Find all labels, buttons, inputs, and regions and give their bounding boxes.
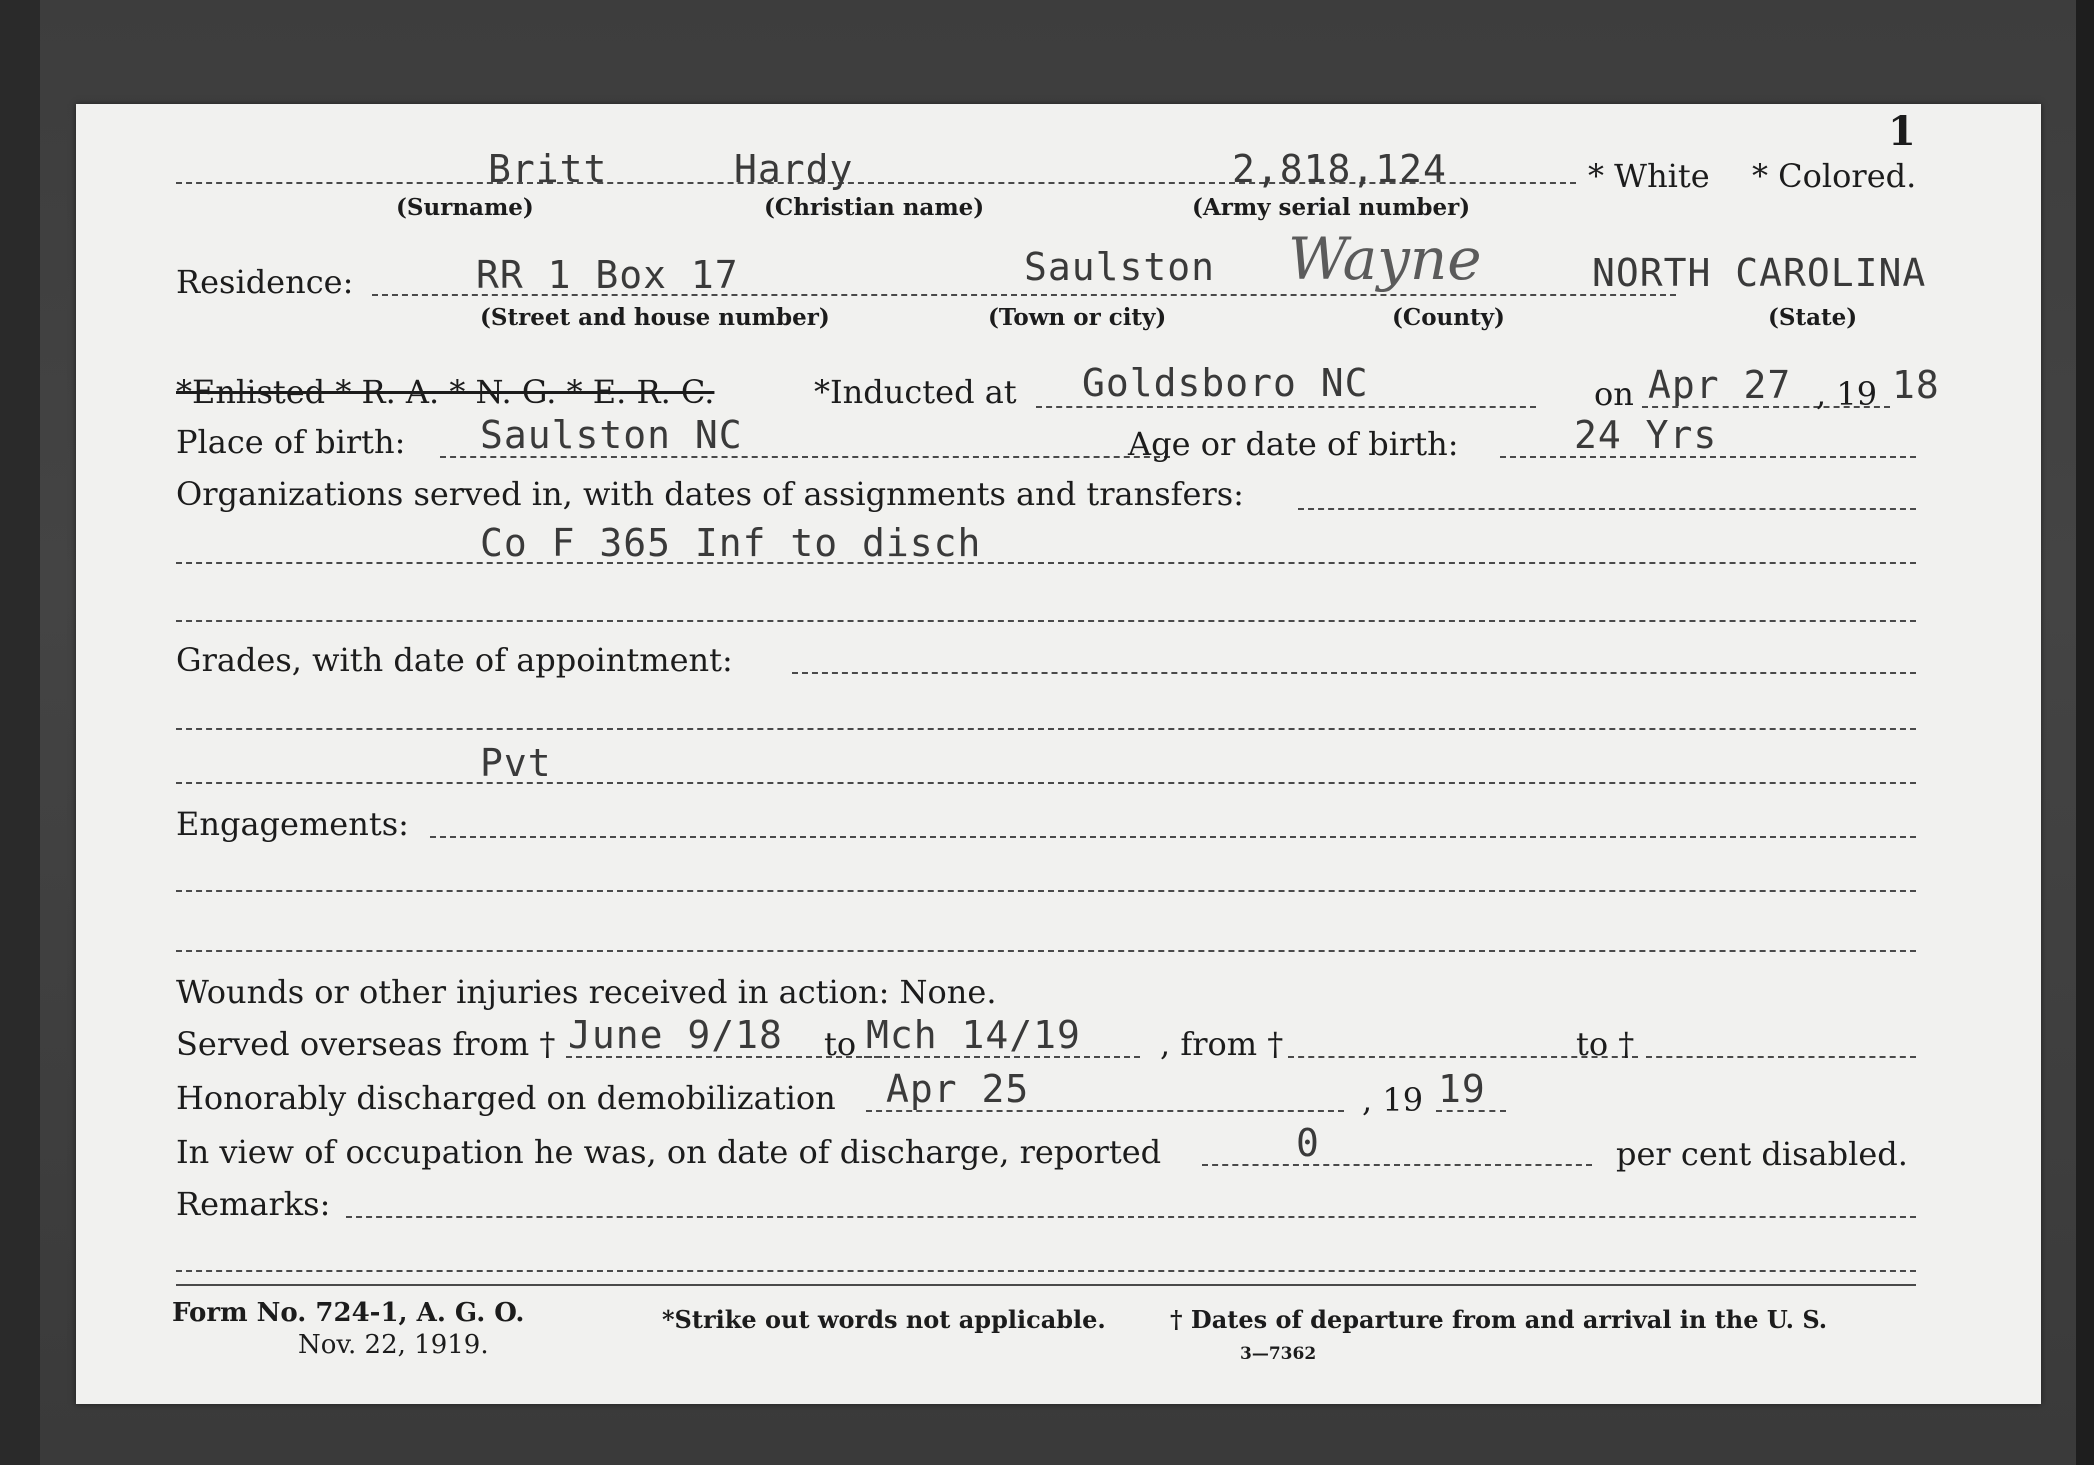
enlisted-options-struck: *Enlisted * R. A. * N. G. * E. R. C.: [176, 373, 715, 411]
disability-value: 0: [1296, 1121, 1320, 1165]
age-label: Age or date of birth:: [1128, 425, 1459, 463]
overseas-from2-label: , from †: [1160, 1025, 1284, 1063]
town-caption: (Town or city): [988, 304, 1167, 331]
disability-label: In view of occupation he was, on date of discharge, reported: [176, 1133, 1162, 1171]
dates-note: † Dates of departure from and arrival in the U. S.: [1170, 1305, 1828, 1334]
place-of-birth-label: Place of birth:: [176, 423, 406, 461]
christian-name-value: Hardy: [734, 147, 854, 191]
christian-name-caption: (Christian name): [764, 194, 985, 221]
state-value: NORTH CAROLINA: [1592, 251, 1927, 295]
race-white: * White: [1588, 157, 1710, 195]
disability-suffix: per cent disabled.: [1616, 1135, 1908, 1173]
serial-number-value: 2,818,124: [1232, 147, 1447, 191]
engagements-line-3: [176, 950, 1916, 952]
serial-number-caption: (Army serial number): [1192, 194, 1471, 221]
grades-line-2: [176, 728, 1916, 730]
county-caption: (County): [1392, 304, 1505, 331]
overseas-label: Served overseas from †: [176, 1025, 556, 1063]
state-caption: (State): [1768, 304, 1858, 331]
induction-year-value: 18: [1892, 363, 1940, 407]
county-value-handwritten: Wayne: [1288, 225, 1482, 293]
discharge-date-value: Apr 25: [886, 1067, 1030, 1111]
race-colored: * Colored.: [1752, 157, 1917, 195]
strike-note: *Strike out words not applicable.: [662, 1305, 1106, 1334]
organizations-line-1: [1298, 508, 1916, 510]
engagements-line-1: [430, 836, 1916, 838]
engagements-label: Engagements:: [176, 805, 409, 843]
grades-line-3: [176, 782, 1916, 784]
inducted-line: [1036, 406, 1536, 408]
residence-label: Residence:: [176, 263, 354, 301]
surname-caption: (Surname): [396, 194, 534, 221]
remarks-line-2: [176, 1270, 1916, 1272]
form-number: Form No. 724-1, A. G. O.: [172, 1298, 525, 1328]
service-record-card: [76, 104, 2041, 1404]
scanner-left-edge: [0, 0, 40, 1465]
street-value: RR 1 Box 17: [476, 253, 739, 297]
wounds-text: Wounds or other injuries received in action: None.: [176, 973, 997, 1011]
street-caption: (Street and house number): [480, 304, 830, 331]
scanner-right-edge: [2076, 0, 2094, 1465]
overseas-to2-line: [1646, 1056, 1916, 1058]
place-of-birth-value: Saulston NC: [480, 413, 743, 457]
on-label: on: [1594, 375, 1634, 413]
inducted-label: *Inducted at: [814, 373, 1017, 411]
overseas-to-date: Mch 14/19: [866, 1013, 1081, 1057]
overseas-to2-label: to †: [1576, 1025, 1635, 1063]
discharge-year-value: 19: [1438, 1067, 1486, 1111]
form-date: Nov. 22, 1919.: [298, 1330, 489, 1360]
induction-date-value: Apr 27: [1648, 363, 1792, 407]
overseas-from-date: June 9/18: [568, 1013, 783, 1057]
remarks-label: Remarks:: [176, 1185, 331, 1223]
overseas-to-label: to: [824, 1025, 857, 1063]
organization-entry: Co F 365 Inf to disch: [480, 521, 982, 565]
age-value: 24 Yrs: [1574, 413, 1718, 457]
print-code: 3—7362: [1240, 1344, 1317, 1364]
discharge-year-prefix: , 19: [1362, 1081, 1424, 1119]
page-number: 1: [1888, 108, 1916, 155]
grades-label: Grades, with date of appointment:: [176, 641, 733, 679]
town-value: Saulston: [1024, 245, 1216, 289]
disability-line: [1202, 1164, 1592, 1166]
inducted-place-value: Goldsboro NC: [1082, 361, 1369, 405]
engagements-line-2: [176, 890, 1916, 892]
discharge-label: Honorably discharged on demobilization: [176, 1079, 836, 1117]
induction-year-prefix: , 19: [1816, 375, 1878, 413]
organizations-line-3: [176, 620, 1916, 622]
remarks-line-1: [346, 1216, 1916, 1218]
grade-entry: Pvt: [480, 741, 552, 785]
organizations-label: Organizations served in, with dates of assignments and transfers:: [176, 475, 1244, 513]
surname-value: Britt: [488, 147, 608, 191]
grades-line-1: [792, 672, 1916, 674]
footer-rule: [176, 1284, 1916, 1286]
organizations-line-2: [176, 562, 1916, 564]
